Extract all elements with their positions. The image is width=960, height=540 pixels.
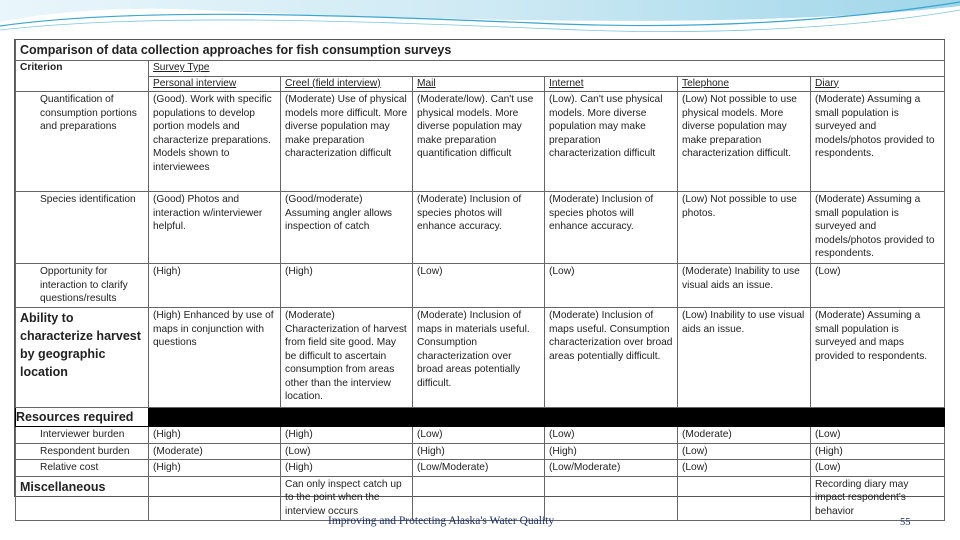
table-cell: (Low) Not possible to use photos.: [678, 192, 811, 264]
criterion-cell: Quantification of consumption portions and preparations: [16, 92, 149, 192]
criterion-cell: Opportunity for interaction to clarify questions/results: [16, 264, 149, 308]
table-cell: (Moderate) Assuming a small population is surveyed and models/photos provided to respondents.: [811, 92, 945, 192]
table-cell: [149, 476, 281, 520]
table-title: Comparison of data collection approaches for fish consumption surveys: [16, 40, 945, 61]
table-cell: (High): [281, 460, 413, 477]
column-header: Personal interview: [149, 76, 281, 92]
table-cell: (Moderate/low). Can't use physical models. More diverse population may make preparation quantification difficult: [413, 92, 545, 192]
survey-type-header: Survey Type: [149, 61, 945, 77]
table-cell: Recording diary may impact respondent's behavior: [811, 476, 945, 520]
table-cell: (Moderate) Inclusion of species photos will enhance accuracy.: [413, 192, 545, 264]
header-row: [16, 61, 945, 77]
criterion-cell: Ability to characterize harvest by geographic location: [16, 308, 149, 408]
table-cell: (Moderate) Inclusion of species photos will enhance accuracy.: [545, 192, 678, 264]
table-row: [16, 427, 945, 444]
table-cell: (Low): [545, 427, 678, 444]
table-cell: (Good). Work with specific populations to develop portion models and characterize preparations. Models shown to interviewees: [149, 92, 281, 192]
table-cell: (Low): [678, 443, 811, 460]
criterion-cell: Miscellaneous: [16, 476, 149, 520]
table-cell: (Moderate) Inclusion of maps useful. Consumption characterization over broad areas potentially difficult.: [545, 308, 678, 408]
table-cell: (High): [281, 264, 413, 308]
page-number: 55: [900, 517, 911, 528]
table-cell: (Moderate) Assuming a small population is surveyed and maps provided to respondents.: [811, 308, 945, 408]
criterion-cell: Species identification: [16, 192, 149, 264]
table-cell: (High): [149, 460, 281, 477]
table-cell: (Moderate): [678, 427, 811, 444]
table-cell: Can only inspect catch up to the point when the interview occurs: [281, 476, 413, 520]
table-cell: (Moderate): [149, 443, 281, 460]
table-cell: (High): [545, 443, 678, 460]
table-cell: (Low) Not possible to use physical models. More diverse population may make preparation characterization difficult.: [678, 92, 811, 192]
column-header: Creel (field interview): [281, 76, 413, 92]
black-bar: [149, 408, 945, 427]
criterion-cell: Relative cost: [16, 460, 149, 477]
header-wave-decoration: [0, 0, 960, 40]
title-row: [16, 40, 945, 61]
table-cell: (Low). Can't use physical models. More diverse population may make preparation characterization difficult: [545, 92, 678, 192]
comparison-table-image: [14, 39, 945, 517]
comparison-table: [15, 40, 945, 521]
table-cell: (Moderate) Inability to use visual aids an issue.: [678, 264, 811, 308]
table-cell: (Low) Inability to use visual aids an issue.: [678, 308, 811, 408]
table-row: [16, 308, 945, 408]
table-cell: (Low/Moderate): [545, 460, 678, 477]
table-row: [16, 443, 945, 460]
table-row: [16, 476, 945, 520]
criterion-header: Criterion: [16, 61, 149, 92]
table-row: [16, 460, 945, 477]
column-header: Telephone: [678, 76, 811, 92]
table-cell: (High): [413, 443, 545, 460]
column-header: Mail: [413, 76, 545, 92]
table-row: [16, 264, 945, 308]
table-cell: (Low/Moderate): [413, 460, 545, 477]
table-row: [16, 92, 945, 192]
table-cell: (High): [811, 443, 945, 460]
resources-header-row: [16, 408, 945, 427]
table-cell: [413, 476, 545, 520]
table-cell: (High) Enhanced by use of maps in conjunction with questions: [149, 308, 281, 408]
criterion-cell: Respondent burden: [16, 443, 149, 460]
table-cell: (Low): [545, 264, 678, 308]
table-cell: (High): [149, 427, 281, 444]
criterion-cell: Interviewer burden: [16, 427, 149, 444]
footer-text: Improving and Protecting Alaska's Water Quality: [328, 515, 555, 527]
table-cell: (Low): [413, 427, 545, 444]
table-cell: (High): [281, 427, 413, 444]
table-cell: (Low): [281, 443, 413, 460]
table-cell: (High): [149, 264, 281, 308]
table-cell: (Moderate) Use of physical models more difficult. More diverse population may make preparation characterization difficult: [281, 92, 413, 192]
table-cell: (Good) Photos and interaction w/interviewer helpful.: [149, 192, 281, 264]
column-header: Internet: [545, 76, 678, 92]
table-cell: (Moderate) Inclusion of maps in materials useful. Consumption characterization over broad areas potentially difficult.: [413, 308, 545, 408]
table-cell: (Low): [678, 460, 811, 477]
table-cell: (Good/moderate) Assuming angler allows inspection of catch: [281, 192, 413, 264]
table-cell: (Low): [811, 460, 945, 477]
table-cell: [678, 476, 811, 520]
table-cell: (Moderate) Characterization of harvest from field site good. May be difficult to ascertain consumption from areas other than the interview location.: [281, 308, 413, 408]
table-cell: (Moderate) Assuming a small population is surveyed and models/photos provided to respondents.: [811, 192, 945, 264]
column-header-row: [16, 76, 945, 92]
column-header: Diary: [811, 76, 945, 92]
table-cell: (Low): [811, 427, 945, 444]
table-cell: (Low): [811, 264, 945, 308]
table-row: [16, 192, 945, 264]
table-cell: [545, 476, 678, 520]
resources-label: Resources required: [16, 408, 149, 427]
table-cell: (Low): [413, 264, 545, 308]
